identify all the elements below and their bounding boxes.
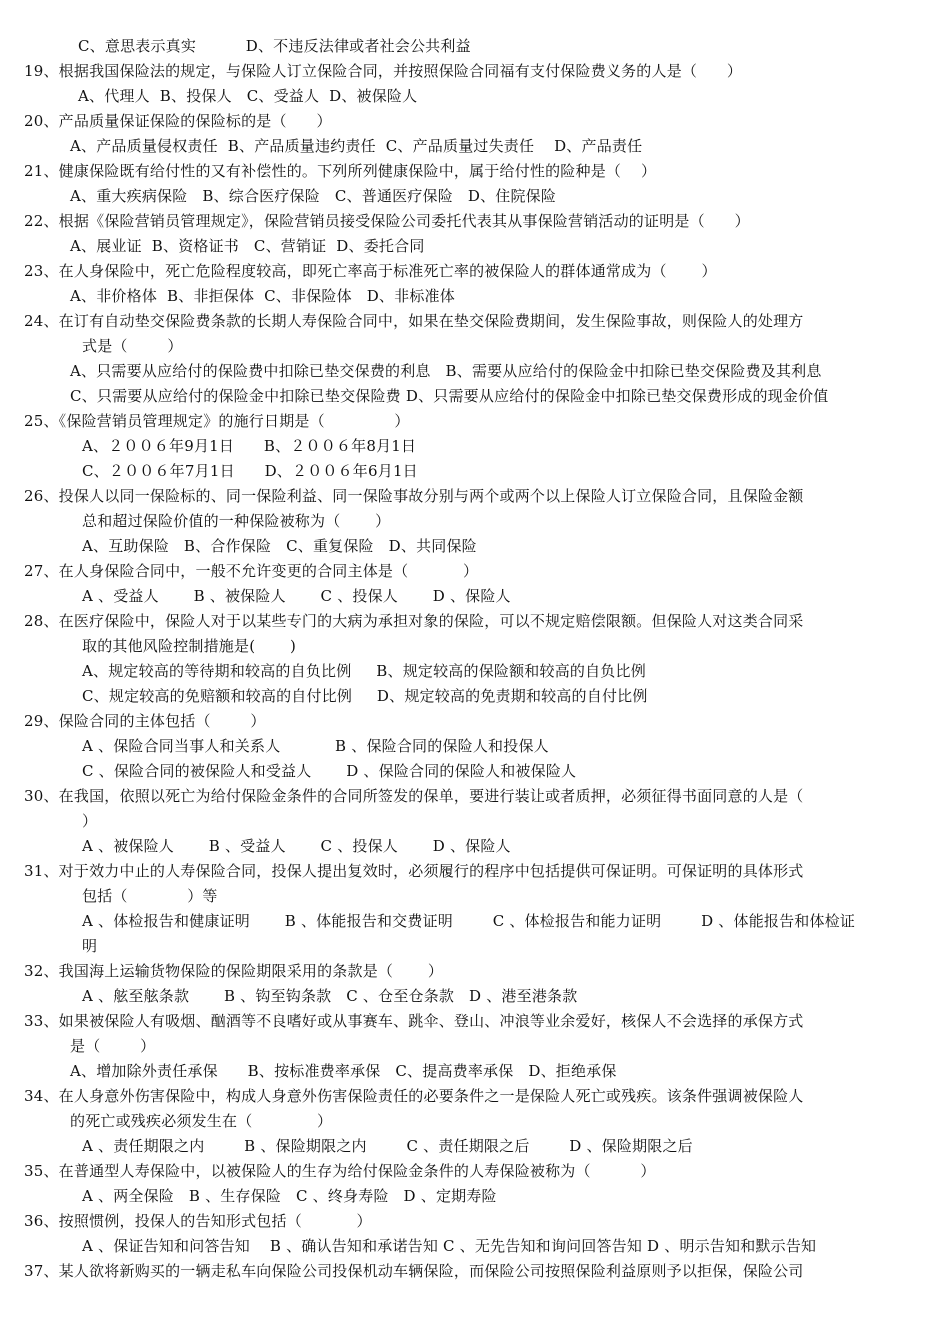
text-line: A 、责任期限之内 B 、保险期限之内 C 、责任期限之后 D 、保险期限之后 (82, 1137, 693, 1155)
text-line: A、２００６年9月1日 B、２００６年8月1日 (82, 437, 417, 455)
text-line: 的死亡或残疾必须发生在（ ） (70, 1112, 333, 1130)
text-line: A、规定较高的等待期和较高的自负比例 B、规定较高的保险额和较高的自负比例 (82, 662, 646, 680)
text-line: A、展业证 B、资格证书 C、营销证 D、委托合同 (70, 237, 425, 255)
text-line: 23、在人身保险中，死亡危险程度较高，即死亡率高于标准死亡率的被保险人的群体通常成为（ ） (24, 262, 717, 280)
text-line: 31、对于效力中止的人寿保险合同，投保人提出复效时，必须履行的程序中包括提供可保证明。可保证明的具体形式 (24, 862, 804, 880)
text-line: A、只需要从应给付的保险费中扣除已垫交保费的利息 B、需要从应给付的保险金中扣除已垫交保险费及其利息 (70, 362, 822, 380)
text-line: 35、在普通型人寿保险中，以被保险人的生存为给付保险金条件的人寿保险被称为（ ） (24, 1162, 656, 1180)
text-line: A 、舷至舷条款 B 、钩至钩条款 C 、仓至仓条款 D 、港至港条款 (82, 987, 578, 1005)
text-line: C、２００６年7月1日 D、２００６年6月1日 (82, 462, 418, 480)
text-line: 是（ ） (70, 1037, 156, 1055)
text-line: A、增加除外责任承保 B、按标准费率承保 C、提高费率承保 D、拒绝承保 (70, 1062, 617, 1080)
text-line: 总和超过保险价值的一种保险被称为（ ） (82, 512, 391, 530)
text-line: C、意思表示真实 D、不违反法律或者社会公共利益 (78, 37, 471, 55)
text-line: 取的其他风险控制措施是( ) (82, 637, 297, 655)
text-line: 30、在我国，依照以死亡为给付保险金条件的合同所签发的保单，要进行装让或者质押，必须征得书面同意的人是（ (24, 787, 804, 805)
text-line: A 、两全保险 B 、生存保险 C 、终身寿险 D 、定期寿险 (82, 1187, 497, 1205)
text-line: A 、受益人 B 、被保险人 C 、投保人 D 、保险人 (82, 587, 511, 605)
text-line: 24、在订有自动垫交保险费条款的长期人寿保险合同中，如果在垫交保险费期间，发生保险事故，则保险人的处理方 (24, 312, 804, 330)
text-line: 29、保险合同的主体包括（ ） (24, 712, 266, 730)
text-line: A、代理人 B、投保人 C、受益人 D、被保险人 (78, 87, 418, 105)
text-line: C、规定较高的免赔额和较高的自付比例 D、规定较高的免责期和较高的自付比例 (82, 687, 648, 705)
text-line: 式是（ ） (82, 337, 183, 355)
text-line: A 、被保险人 B 、受益人 C 、投保人 D 、保险人 (82, 837, 511, 855)
text-line: C 、保险合同的被保险人和受益人 D 、保险合同的保险人和被保险人 (82, 762, 577, 780)
text-line: A 、体检报告和健康证明 B 、体能报告和交费证明 C 、体检报告和能力证明 D 、体能报告和体检证 (82, 912, 856, 930)
text-line: 21、健康保险既有给付性的又有补偿性的。下列所列健康保险中，属于给付性的险种是（ ） (24, 162, 657, 180)
text-line: 27、在人身保险合同中，一般不允许变更的合同主体是（ ） (24, 562, 479, 580)
text-line: 20、产品质量保证保险的保险标的是（ ） (24, 112, 332, 130)
text-line: A 、保证告知和问答告知 B 、确认告知和承诺告知 C 、无先告知和询问回答告知 D 、明示告知和默示告知 (82, 1237, 817, 1255)
text-line: 包括（ ）等 (82, 887, 218, 905)
text-line: 36、按照惯例，投保人的告知形式包括（ ） (24, 1212, 372, 1230)
text-line: A、互助保险 B、合作保险 C、重复保险 D、共同保险 (82, 537, 477, 555)
text-line: 22、根据《保险营销员管理规定》，保险营销员接受保险公司委托代表其从事保险营销活动的证明是（ ） (24, 212, 750, 230)
text-line: C、只需要从应给付的保险金中扣除已垫交保险费 D、只需要从应给付的保险金中扣除已垫交保费形成的现金价值 (70, 387, 829, 405)
text-line: 37、某人欲将新购买的一辆走私车向保险公司投保机动车辆保险，而保险公司按照保险利益原则予以拒保，保险公司 (24, 1262, 804, 1280)
text-line: A、重大疾病保险 B、综合医疗保险 C、普通医疗保险 D、住院保险 (70, 187, 557, 205)
text-line: 28、在医疗保险中，保险人对于以某些专门的大病为承担对象的保险，可以不规定赔偿限额。但保险人对这类合同采 (24, 612, 804, 630)
text-line: 19、根据我国保险法的规定，与保险人订立保险合同，并按照保险合同福有支付保险费义务的人是（ ） (24, 62, 743, 80)
text-line: 25、《保险营销员管理规定》的施行日期是（ ） (24, 412, 410, 430)
text-line: A、产品质量侵权责任 B、产品质量违约责任 C、产品质量过失责任 D、产品责任 (70, 137, 643, 155)
text-line: 明 (82, 937, 98, 955)
text-line: A 、保险合同当事人和关系人 B 、保险合同的保险人和投保人 (82, 737, 549, 755)
text-line: 33、如果被保险人有吸烟、酗酒等不良嗜好或从事赛车、跳伞、登山、冲浪等业余爱好，核保人不会选择的承保方式 (24, 1012, 804, 1030)
text-line: 32、我国海上运输货物保险的保险期限采用的条款是（ ） (24, 962, 444, 980)
text-line: ） (82, 812, 98, 830)
text-line: 26、投保人以同一保险标的、同一保险利益、同一保险事故分别与两个或两个以上保险人订立保险合同，且保险金额 (24, 487, 804, 505)
text-line: 34、在人身意外伤害保险中，构成人身意外伤害保险责任的必要条件之一是保险人死亡或残疾。该条件强调被保险人 (24, 1087, 804, 1105)
text-line: A、非价格体 B、非拒保体 C、非保险体 D、非标准体 (70, 287, 455, 305)
